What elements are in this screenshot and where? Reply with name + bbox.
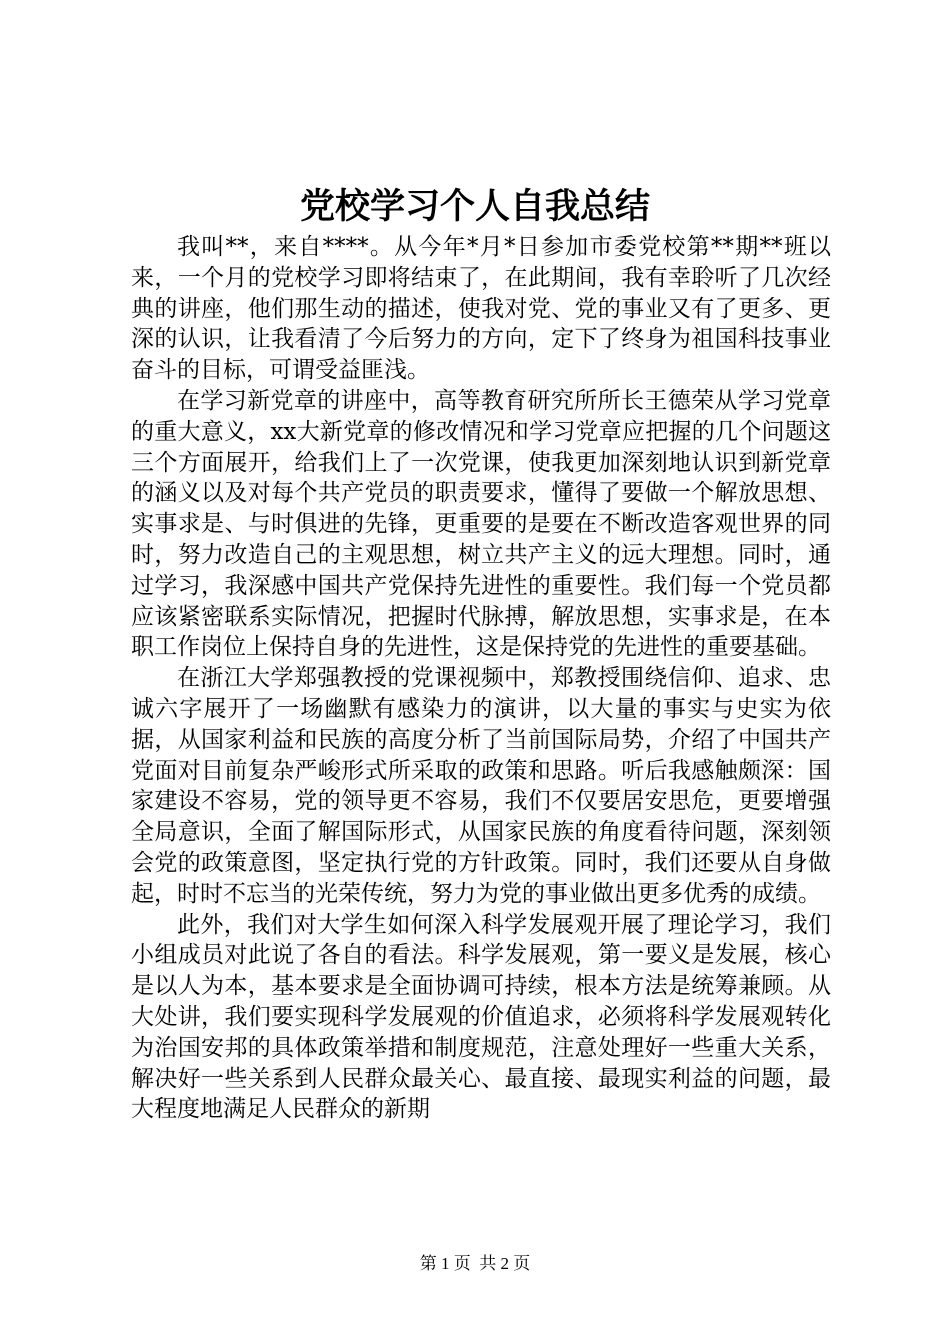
paragraph-4: 此外，我们对大学生如何深入科学发展观开展了理论学习，我们小组成员对此说了各自的看法。科学发展观，第一要义是发展，核心是以人为本，基本要求是全面协调可持续，根本方法是统筹兼顾。从大处讲，我们要实现科学发展观的价值追求，必须将科学发展观转化为治国安邦的具体政策举措和制度规范，注意处理好一些重大关系，解决好一些关系到人民群众最关心、最直接、最现实利益的问题，最大程度地满足人民群众的新期: [131, 911, 831, 1123]
page-footer: [0, 1252, 950, 1276]
paragraph-1: 我叫**，来自****。从今年*月*日参加市委党校第**期**班以来，一个月的党校学习即将结束了，在此期间，我有幸聆听了几次经典的讲座，他们那生动的描述，使我对党、党的事业又有了更多、更深的认识，让我看清了今后努力的方向，定下了终身为祖国科技事业奋斗的目标，可谓受益匪浅。: [131, 234, 831, 384]
page-number-label: 第 1 页 共 2 页: [419, 1254, 531, 1273]
paragraph-3: 在浙江大学郑强教授的党课视频中，郑教授围绕信仰、追求、忠诚六字展开了一场幽默有感染力的演讲，以大量的事实与史实为依据，从国家利益和民族的高度分析了当前国际局势，介绍了中国共产党面对目前复杂严峻形式所采取的政策和思路。听后我感触颇深：国家建设不容易，党的领导更不容易，我们不仅要居安思危，更要增强全局意识，全面了解国际形式，从国家民族的角度看待问题，深刻领会党的政策意图，坚定执行党的方针政策。同时，我们还要从自身做起，时时不忘当的光荣传统，努力为党的事业做出更多优秀的成绩。: [131, 665, 831, 907]
paragraph-2: 在学习新党章的讲座中，高等教育研究所所长王德荣从学习党章的重大意义，xx大新党章的修改情况和学习党章应把握的几个问题这三个方面展开，给我们上了一次党课，使我更加深刻地认识到新党章的涵义以及对每个共产党员的职责要求，懂得了要做一个解放思想、实事求是、与时俱进的先锋，更重要的是要在不断改造客观世界的同时，努力改造自己的主观思想，树立共产主义的远大理想。同时，通过学习，我深感中国共产党保持先进性的重要性。我们每一个党员都应该紧密联系实际情况，把握时代脉搏，解放思想，实事求是，在本职工作岗位上保持自身的先进性，这是保持党的先进性的重要基础。: [131, 387, 831, 661]
document-body: [131, 232, 831, 1125]
document-title: 党校学习个人自我总结: [299, 186, 650, 227]
